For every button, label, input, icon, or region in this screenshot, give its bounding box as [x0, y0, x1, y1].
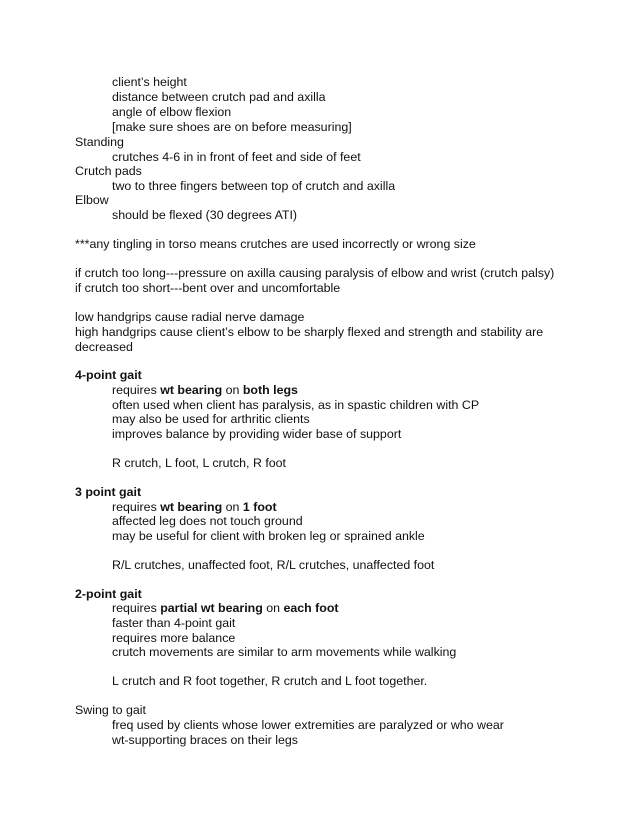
measure-shoes-note: [make sure shoes are on before measuring] — [112, 120, 352, 134]
measure-height: client’s height — [112, 75, 187, 89]
standing-heading: Standing — [75, 135, 124, 149]
high-handgrips-line2: decreased — [75, 340, 133, 354]
crutch-pads-text: two to three fingers between top of crutch and axilla — [112, 179, 396, 193]
elbow-heading: Elbow — [75, 193, 109, 207]
three-point-line2: affected leg does not touch ground — [112, 514, 303, 528]
three-point-requires: requires wt bearing on 1 foot — [112, 500, 277, 514]
crutch-pads-heading: Crutch pads — [75, 164, 142, 178]
two-point-requires: requires partial wt bearing on each foot — [112, 601, 339, 615]
three-point-line3: may be useful for client with broken leg or sprained ankle — [112, 529, 425, 543]
two-point-sequence: L crutch and R foot together, R crutch and L foot together. — [112, 674, 428, 688]
four-point-requires: requires wt bearing on both legs — [112, 383, 298, 397]
three-point-heading: 3 point gait — [75, 485, 142, 499]
crutch-too-long: if crutch too long---pressure on axilla causing paralysis of elbow and wrist (crutch palsy) — [75, 266, 555, 280]
four-point-line3: may also be used for arthritic clients — [112, 412, 310, 426]
tingling-note: ***any tingling in torso means crutches are used incorrectly or wrong size — [75, 237, 476, 251]
two-point-heading: 2-point gait — [75, 587, 142, 601]
elbow-text: should be flexed (30 degrees ATI) — [112, 208, 298, 222]
standing-text: crutches 4-6 in in front of feet and side of feet — [112, 150, 361, 164]
measure-angle: angle of elbow flexion — [112, 105, 232, 119]
swing-line2: wt-supporting braces on their legs — [112, 733, 298, 747]
four-point-line2: often used when client has paralysis, as in spastic children with CP — [112, 398, 480, 412]
four-point-line4: improves balance by providing wider base of support — [112, 427, 402, 441]
low-handgrips: low handgrips cause radial nerve damage — [75, 310, 305, 324]
crutch-too-short: if crutch too short---bent over and uncomfortable — [75, 281, 341, 295]
swing-heading: Swing to gait — [75, 703, 146, 717]
swing-line1: freq used by clients whose lower extremities are paralyzed or who wear — [112, 718, 504, 732]
two-point-line2: faster than 4-point gait — [112, 616, 236, 630]
two-point-line4: crutch movements are similar to arm movements while walking — [112, 645, 457, 659]
four-point-heading: 4-point gait — [75, 368, 142, 382]
high-handgrips-line1: high handgrips cause client’s elbow to be sharply flexed and strength and stability are — [75, 325, 544, 339]
three-point-sequence: R/L crutches, unaffected foot, R/L crutches, unaffected foot — [112, 558, 435, 572]
four-point-sequence: R crutch, L foot, L crutch, R foot — [112, 456, 287, 470]
two-point-line3: requires more balance — [112, 631, 236, 645]
measure-distance: distance between crutch pad and axilla — [112, 90, 326, 104]
